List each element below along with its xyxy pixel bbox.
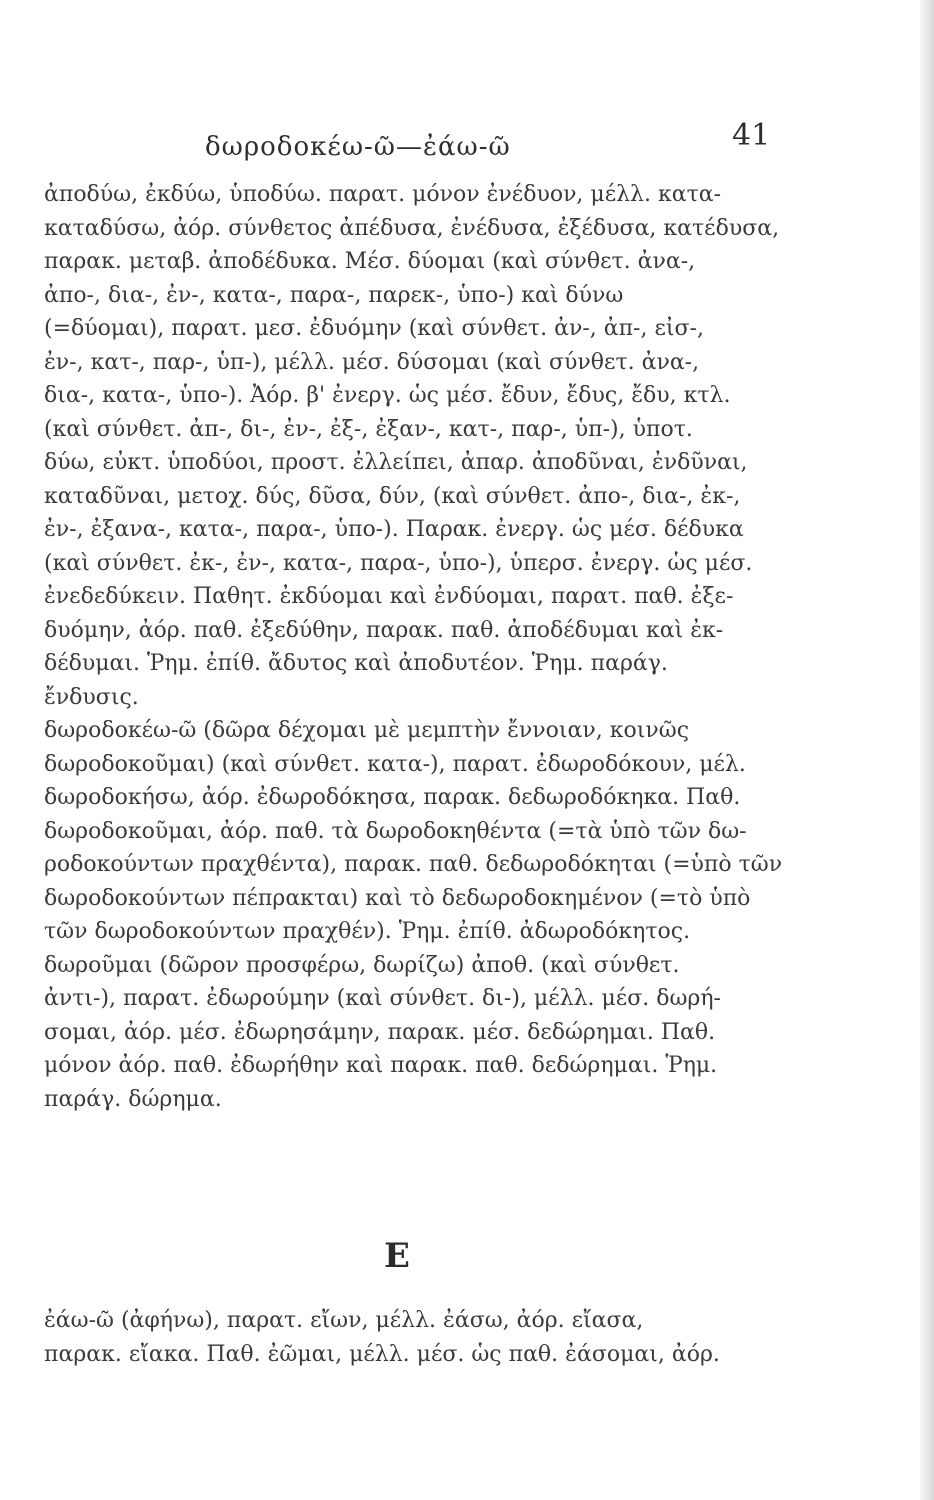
page-header <box>0 118 934 168</box>
dictionary-text <box>44 178 824 1116</box>
text-line: δωροδοκήσω, ἀόρ. ἐδωροδόκησα, παρακ. δεδωροδόκηκα. Παθ. <box>44 785 741 810</box>
text-line: ἀντι-), παρατ. ἐδωρούμην (καὶ σύνθετ. δι-), μέλλ. μέσ. δωρή- <box>44 986 721 1011</box>
text-line: δέδυμαι. Ῥημ. ἐπίθ. ἄδυτος καὶ ἀποδυτέον. Ῥημ. παράγ. <box>44 651 668 676</box>
text-line: παρακ. μεταβ. ἀποδέδυκα. Μέσ. δύομαι (καὶ σύνθετ. ἀνα-, <box>44 249 696 274</box>
text-line: δυόμην, ἀόρ. παθ. ἐξεδύθην, παρακ. παθ. ἀποδέδυμαι καὶ ἐκ- <box>44 617 724 643</box>
text-line: τῶν δωροδοκούντων πραχθέν). Ῥημ. ἐπίθ. ἀδωροδόκητος. <box>44 919 691 944</box>
text-line: καταδύσω, ἀόρ. σύνθετος ἀπέδυσα, ἐνέδυσα, ἐξέδυσα, κατέδυσα, <box>44 215 780 241</box>
entry-headword-line: δωροδοκέω-ῶ (δῶρα δέχομαι μὲ μεμπτὴν ἔννοιαν, κοινῶς <box>44 718 690 743</box>
text-line: δύω, εὐκτ. ὑποδύοι, προστ. ἐλλείπει, ἀπαρ. ἀποδῦναι, ἐνδῦναι, <box>44 450 748 475</box>
page-edge <box>920 0 934 1500</box>
text-line: δωροδοκοῦμαι) (καὶ σύνθετ. κατα-), παρατ. ἐδωροδόκουν, μέλ. <box>44 751 746 777</box>
text-line: (καὶ σύνθετ. ἀπ-, δι-, ἐν-, ἐξ-, ἐξαν-, κατ-, παρ-, ὑπ-), ὑποτ. <box>44 416 693 442</box>
section-letter: Ε <box>384 1236 410 1276</box>
text-line: παράγ. δώρημα. <box>44 1086 222 1112</box>
entry-headword-line: δωροῦμαι (δῶρον προσφέρω, δωρίζω) ἀποθ. (καὶ σύνθετ. <box>44 952 680 978</box>
text-line: μόνον ἀόρ. παθ. ἐδωρήθην καὶ παρακ. παθ. δεδώρημαι. Ῥημ. <box>44 1053 718 1078</box>
page-number: 41 <box>732 118 771 153</box>
text-line: ἐνεδεδύκειν. Παθητ. ἐκδύομαι καὶ ἐνδύομαι, παρατ. παθ. ἐξε- <box>44 584 734 609</box>
text-line: ἀποδύω, ἐκδύω, ὑποδύω. παρατ. μόνον ἐνέδυον, μέλλ. κατα- <box>44 182 722 207</box>
text-line: (=δύομαι), παρατ. μεσ. ἐδυόμην (καὶ σύνθετ. ἀν-, ἀπ-, εἰσ-, <box>44 316 704 341</box>
text-line: παρακ. εἴακα. Παθ. ἐῶμαι, μέλλ. μέσ. ὡς παθ. ἐάσομαι, ἀόρ. <box>44 1341 720 1367</box>
text-line: δωροδοκούντων πέπρακται) καὶ τὸ δεδωροδοκημένον (=τὸ ὑπὸ <box>44 885 751 911</box>
text-line: (καὶ σύνθετ. ἐκ-, ἐν-, κατα-, παρα-, ὑπο-), ὑπερσ. ἐνεργ. ὡς μέσ. <box>44 550 753 576</box>
text-line: ἐν-, κατ-, παρ-, ὑπ-), μέλλ. μέσ. δύσομαι (καὶ σύνθετ. ἀνα-, <box>44 349 700 375</box>
text-line: ροδοκούντων πραχθέντα), παρακ. παθ. δεδωροδόκηται (=ὑπὸ τῶν <box>44 852 783 877</box>
text-line: σομαι, ἀόρ. μέσ. ἐδωρησάμην, παρακ. μέσ. δεδώρημαι. Παθ. <box>44 1019 716 1045</box>
running-head: δωροδοκέω-ῶ—ἐάω-ῶ <box>205 132 511 162</box>
text-line: δωροδοκοῦμαι, ἀόρ. παθ. τὰ δωροδοκηθέντα (=τὰ ὑπὸ τῶν δω- <box>44 818 747 844</box>
text-line: δια-, κατα-, ὑπο-). Ἀόρ. β' ἐνεργ. ὡς μέσ. ἔδυν, ἔδυς, ἔδυ, κτλ. <box>44 383 731 408</box>
entry-headword-line: ἐάω-ῶ (ἀφήνω), παρατ. εἴων, μέλλ. ἐάσω, ἀόρ. εἴασα, <box>44 1308 644 1333</box>
text-line: ἀπο-, δια-, ἐν-, κατα-, παρα-, παρεκ-, ὑπο-) καὶ δύνω <box>44 282 624 308</box>
section-e-text <box>44 1304 824 1371</box>
text-line: καταδῦναι, μετοχ. δύς, δῦσα, δύν, (καὶ σύνθετ. ἀπο-, δια-, ἐκ-, <box>44 483 741 509</box>
text-line: ἔνδυσις. <box>44 684 139 710</box>
text-line: ἐν-, ἐξανα-, κατα-, παρα-, ὑπο-). Παρακ. ἐνεργ. ὡς μέσ. δέδυκα <box>44 517 744 542</box>
